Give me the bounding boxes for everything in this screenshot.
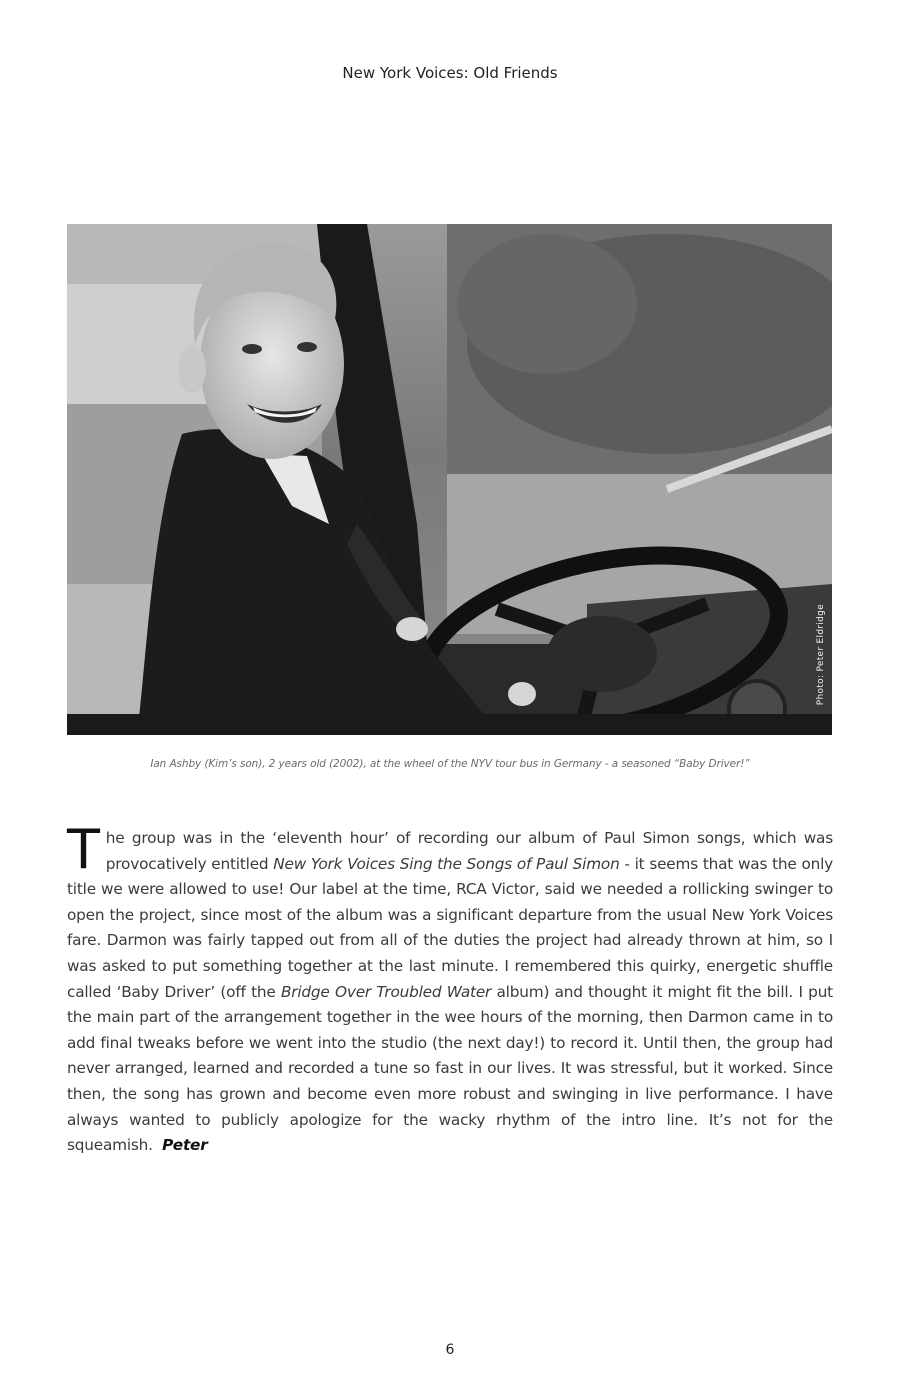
author-signature: Peter bbox=[162, 1136, 208, 1155]
running-header: New York Voices: Old Friends bbox=[342, 64, 558, 82]
album-title: Bridge Over Troubled Water bbox=[280, 982, 492, 1001]
page-number: 6 bbox=[445, 1342, 455, 1358]
drop-cap: T bbox=[67, 818, 100, 881]
body-segment: he group was in the ‘eleventh hour’ of recording our album of Paul Simon songs, which was provocatively entitled bbox=[105, 829, 833, 873]
photo-credit: Photo: Peter Eldridge bbox=[816, 603, 826, 705]
article-body bbox=[67, 818, 834, 1159]
photo-boy-driving-bus bbox=[67, 224, 832, 735]
photo-caption: Ian Ashby (Kim’s son), 2 years old (2002), at the wheel of the NYV tour bus in Germany - a seasoned “Baby Driver!” bbox=[150, 758, 750, 770]
body-segment: - it seems that was the only title we were allowed to use! Our label at the time, RCA Victor, said we needed a rollicking swinger to open the project, since most of the album was a significant departure from the usual New York Voices fare. Darmon was fairly tapped out from all of the duties the project had already thrown at him, so I was asked to put something together at the last minute. I remembered this quirky, energetic shuffle called ‘Baby Driver’ (off the bbox=[67, 854, 834, 1001]
photograph-icon bbox=[67, 224, 832, 735]
body-segment: album) and thought it might fit the bill. I put the main part of the arrangement together in the wee hours of the morning, then Darmon came in to add final tweaks before we went into the studio (the next day!) to record it. Until then, the group had never arranged, learned and recorded a tune so fast in our lives. It was stressful, but it worked. Since then, the song has grown and become even more robust and swinging in live performance. I have always wanted to publicly apologize for the wacky rhythm of the intro line. It’s not for the squeamish. bbox=[67, 982, 833, 1155]
album-title: New York Voices Sing the Songs of Paul Simon bbox=[273, 854, 620, 873]
